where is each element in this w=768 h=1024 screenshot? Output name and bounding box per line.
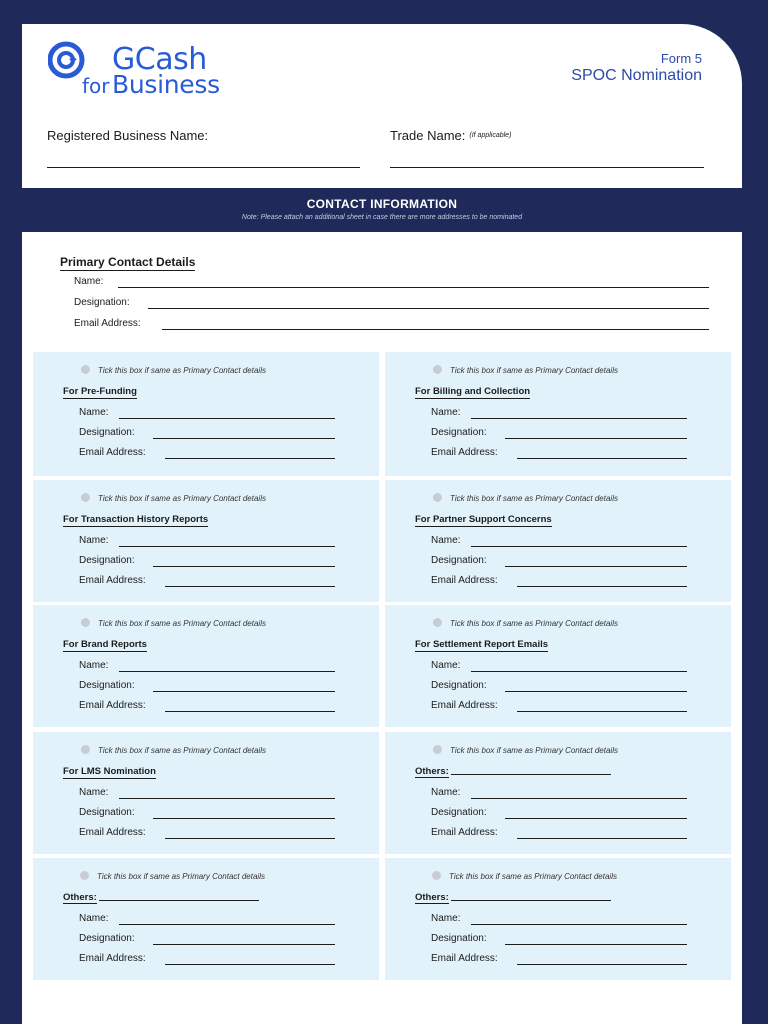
box-email-label: Email Address: <box>79 827 146 838</box>
brand-business: Business <box>112 70 220 99</box>
box-title-text: For Transaction History Reports <box>63 514 209 525</box>
box-name-field[interactable] <box>119 418 335 419</box>
box-email-label: Email Address: <box>79 953 146 964</box>
box-name-label: Name: <box>431 913 461 924</box>
box-email-row <box>431 953 687 967</box>
contact-box <box>33 480 379 602</box>
checkbox-icon[interactable] <box>433 493 442 502</box>
box-title-text: For Settlement Report Emails <box>415 639 549 650</box>
gcash-business-logo <box>48 38 248 98</box>
box-name-row <box>431 787 687 801</box>
same-as-primary-checkbox[interactable] <box>433 745 618 755</box>
box-designation-label: Designation: <box>79 807 135 818</box>
box-name-row <box>431 660 687 674</box>
contact-box <box>385 732 731 854</box>
contact-box <box>33 858 379 980</box>
box-email-row <box>431 700 687 714</box>
box-name-label: Name: <box>79 787 109 798</box>
primary-designation-row <box>74 297 709 311</box>
box-title <box>415 639 548 652</box>
tick-label: Tick this box if same as Primary Contact details <box>98 746 266 755</box>
primary-email-row <box>74 318 709 332</box>
same-as-primary-checkbox[interactable] <box>432 871 617 881</box>
box-email-label: Email Address: <box>79 575 146 586</box>
same-as-primary-checkbox[interactable] <box>80 871 265 881</box>
tick-label: Tick this box if same as Primary Contact details <box>450 619 618 628</box>
box-title <box>63 766 156 779</box>
brand-name: GCash <box>112 42 207 77</box>
box-email-label: Email Address: <box>79 447 146 458</box>
primary-name-label: Name: <box>74 276 104 287</box>
box-email-label: Email Address: <box>79 700 146 711</box>
contact-box <box>385 352 731 476</box>
box-designation-field[interactable] <box>505 818 687 819</box>
same-as-primary-checkbox[interactable] <box>81 618 266 628</box>
form-number: Form 5 <box>660 51 702 66</box>
box-email-field[interactable] <box>165 711 335 712</box>
box-email-field[interactable] <box>165 586 335 587</box>
box-name-label: Name: <box>79 535 109 546</box>
box-name-field[interactable] <box>119 924 335 925</box>
box-designation-row <box>79 933 335 947</box>
primary-contact-heading: Primary Contact Details <box>60 255 196 269</box>
same-as-primary-checkbox[interactable] <box>433 618 618 628</box>
box-email-row <box>431 827 687 841</box>
box-designation-row <box>431 555 687 569</box>
primary-designation-label: Designation: <box>74 297 130 308</box>
box-designation-label: Designation: <box>79 933 135 944</box>
box-email-row <box>79 700 335 714</box>
box-designation-row <box>79 807 335 821</box>
primary-name-field[interactable] <box>118 287 709 288</box>
box-email-row <box>79 575 335 589</box>
box-title <box>415 766 611 778</box>
box-email-label: Email Address: <box>431 447 498 458</box>
box-name-field[interactable] <box>471 546 687 547</box>
others-specify-field[interactable] <box>451 900 611 901</box>
box-email-field[interactable] <box>165 458 335 459</box>
box-designation-row <box>79 555 335 569</box>
box-email-label: Email Address: <box>431 575 498 586</box>
primary-email-field[interactable] <box>162 329 709 330</box>
box-email-label: Email Address: <box>431 953 498 964</box>
box-email-row <box>79 953 335 967</box>
same-as-primary-checkbox[interactable] <box>433 493 618 503</box>
box-title-text: For Billing and Collection <box>415 386 531 397</box>
same-as-primary-checkbox[interactable] <box>81 745 266 755</box>
box-designation-label: Designation: <box>431 807 487 818</box>
tick-label: Tick this box if same as Primary Contact details <box>450 746 618 755</box>
checkbox-icon[interactable] <box>81 493 90 502</box>
box-title <box>415 514 552 527</box>
tick-label: Tick this box if same as Primary Contact details <box>98 619 266 628</box>
box-email-row <box>79 447 335 461</box>
contact-box <box>385 858 731 980</box>
primary-email-label: Email Address: <box>74 318 141 329</box>
box-name-label: Name: <box>79 913 109 924</box>
box-designation-label: Designation: <box>431 555 487 566</box>
checkbox-icon[interactable] <box>433 365 442 374</box>
contact-box <box>33 732 379 854</box>
box-title-text: For Partner Support Concerns <box>415 514 552 525</box>
box-name-row <box>79 787 335 801</box>
box-designation-field[interactable] <box>505 566 687 567</box>
box-designation-label: Designation: <box>431 680 487 691</box>
box-designation-label: Designation: <box>79 680 135 691</box>
box-name-field[interactable] <box>471 798 687 799</box>
contact-information-title: CONTACT INFORMATION <box>306 197 458 211</box>
box-designation-label: Designation: <box>431 933 487 944</box>
box-title <box>415 386 530 399</box>
box-email-field[interactable] <box>517 458 687 459</box>
box-designation-row <box>79 680 335 694</box>
contact-information-note: Note: Please attach an additional sheet in case there are more addresses to be nominated <box>241 214 523 221</box>
others-specify-field[interactable] <box>451 774 611 775</box>
box-designation-field[interactable] <box>153 691 335 692</box>
box-email-row <box>79 827 335 841</box>
box-designation-field[interactable] <box>505 438 687 439</box>
primary-name-row <box>74 276 709 290</box>
checkbox-icon[interactable] <box>81 618 90 627</box>
box-title-text: For Pre-Funding <box>63 386 137 397</box>
box-title <box>415 892 611 904</box>
box-designation-row <box>431 680 687 694</box>
box-title-text: For LMS Nomination <box>63 766 156 777</box>
box-email-field[interactable] <box>517 711 687 712</box>
box-email-field[interactable] <box>517 586 687 587</box>
tick-label: Tick this box if same as Primary Contact details <box>450 366 618 375</box>
same-as-primary-checkbox[interactable] <box>433 365 618 375</box>
box-title <box>63 514 208 527</box>
box-name-field[interactable] <box>471 671 687 672</box>
box-email-field[interactable] <box>165 964 335 965</box>
box-title <box>63 639 147 652</box>
same-as-primary-checkbox[interactable] <box>81 493 266 503</box>
box-name-field[interactable] <box>471 418 687 419</box>
trade-name-label <box>390 128 511 143</box>
tick-label: Tick this box if same as Primary Contact details <box>98 494 266 503</box>
box-email-row <box>431 447 687 461</box>
same-as-primary-checkbox[interactable] <box>81 365 266 375</box>
tick-label: Tick this box if same as Primary Contact details <box>98 366 266 375</box>
box-name-row <box>79 535 335 549</box>
box-name-field[interactable] <box>119 546 335 547</box>
registered-business-name-label: Registered Business Name: <box>47 128 209 143</box>
box-designation-field[interactable] <box>153 944 335 945</box>
contact-box <box>33 605 379 727</box>
box-designation-field[interactable] <box>153 438 335 439</box>
box-designation-field[interactable] <box>505 944 687 945</box>
box-title-text: For Brand Reports <box>63 639 147 650</box>
box-name-field[interactable] <box>119 798 335 799</box>
box-name-row <box>431 535 687 549</box>
tick-label: Tick this box if same as Primary Contact details <box>450 494 618 503</box>
box-name-label: Name: <box>79 660 109 671</box>
box-name-row <box>431 407 687 421</box>
box-title <box>63 892 259 904</box>
box-designation-label: Designation: <box>79 427 135 438</box>
tick-label: Tick this box if same as Primary Contact details <box>449 872 617 881</box>
box-designation-row <box>431 807 687 821</box>
trade-name-note: (If applicable) <box>469 132 512 139</box>
box-name-field[interactable] <box>471 924 687 925</box>
box-name-row <box>79 407 335 421</box>
box-designation-label: Designation: <box>431 427 487 438</box>
primary-designation-field[interactable] <box>148 308 709 309</box>
box-designation-row <box>431 427 687 441</box>
box-name-label: Name: <box>431 660 461 671</box>
contact-information-banner <box>22 188 742 232</box>
box-title <box>63 386 137 399</box>
others-specify-field[interactable] <box>99 900 259 901</box>
contact-box <box>385 480 731 602</box>
box-designation-row <box>79 427 335 441</box>
checkbox-icon[interactable] <box>433 618 442 627</box>
box-title-text: Others: <box>415 892 449 903</box>
trade-name-field[interactable] <box>390 167 704 168</box>
tick-label: Tick this box if same as Primary Contact details <box>97 872 265 881</box>
form-header-sheet <box>22 24 742 188</box>
checkbox-icon[interactable] <box>80 871 89 880</box>
box-designation-label: Designation: <box>79 555 135 566</box>
box-name-row <box>79 913 335 927</box>
box-email-label: Email Address: <box>431 700 498 711</box>
box-title-text: Others: <box>63 892 97 903</box>
brand-for: for <box>82 74 110 98</box>
box-designation-row <box>431 933 687 947</box>
box-email-label: Email Address: <box>431 827 498 838</box>
box-title-text: Others: <box>415 766 449 777</box>
contact-box <box>33 352 379 476</box>
primary-contact-section <box>22 232 742 342</box>
box-email-field[interactable] <box>165 838 335 839</box>
checkbox-icon[interactable] <box>81 745 90 754</box>
trade-name-text: Trade Name: <box>390 128 466 143</box>
form-title: SPOC Nomination <box>571 67 702 84</box>
box-name-label: Name: <box>431 535 461 546</box>
box-name-label: Name: <box>79 407 109 418</box>
box-email-row <box>431 575 687 589</box>
box-name-row <box>431 913 687 927</box>
contact-box <box>385 605 731 727</box>
box-email-field[interactable] <box>517 964 687 965</box>
checkbox-icon[interactable] <box>81 365 90 374</box>
box-name-label: Name: <box>431 407 461 418</box>
box-designation-field[interactable] <box>505 691 687 692</box>
box-designation-field[interactable] <box>153 566 335 567</box>
box-designation-field[interactable] <box>153 818 335 819</box>
box-name-row <box>79 660 335 674</box>
checkbox-icon[interactable] <box>433 745 442 754</box>
checkbox-icon[interactable] <box>432 871 441 880</box>
box-name-field[interactable] <box>119 671 335 672</box>
registered-business-name-field[interactable] <box>47 167 360 168</box>
box-email-field[interactable] <box>517 838 687 839</box>
box-name-label: Name: <box>431 787 461 798</box>
